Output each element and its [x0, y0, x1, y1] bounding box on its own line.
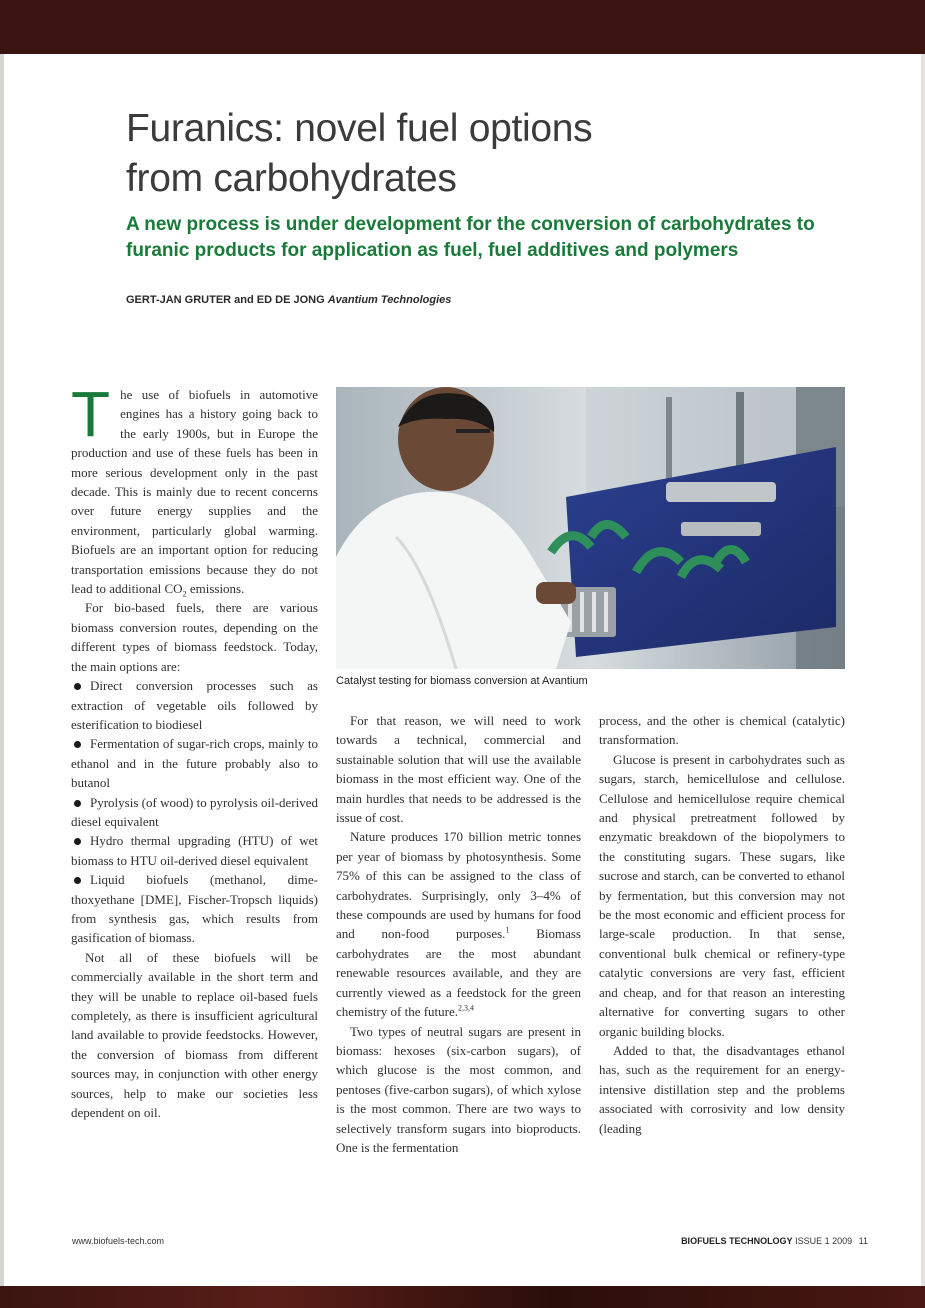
- photo-caption: Catalyst testing for biomass conversion at Avantium: [336, 675, 588, 687]
- bullet-text: Direct conversion processes such as extraction of vegetable oils followed by esterification to biodiesel: [71, 678, 318, 732]
- article-subtitle: [126, 212, 826, 264]
- footer-issue-info: [681, 1236, 868, 1246]
- authors: GERT-JAN GRUTER and ED DE JONG: [126, 294, 325, 306]
- page-edge-right: [921, 54, 925, 1286]
- company: Avantium Technologies: [327, 294, 452, 306]
- bullet-text: Fermentation of sugar-rich crops, mainly to ethanol and in the future probably also to butanol: [71, 736, 318, 791]
- page-number: 11: [858, 1236, 868, 1246]
- bullet-item: [71, 793, 318, 832]
- article-title: [126, 104, 826, 204]
- subtitle-line-2: furanic products for application as fuel, fuel additives and polymers: [126, 240, 739, 261]
- bullet-text: Pyrolysis (of wood) to pyrolysis oil-derived diesel equivalent: [71, 794, 318, 829]
- bullet-text: Hydro thermal upgrading (HTU) of wet biomass to HTU oil-derived diesel equivalent: [71, 833, 318, 868]
- paragraph: Not all of these biofuels will be commercially available in the short term and they will be unable to replace oil-based fuels completely, as there is insufficient agricultural land available to provide feedstocks. However, the conversion of biomass from different sources may, in conjunction with other energy sources, help to make our societies less dependent on oil.: [71, 949, 318, 1121]
- lab-photo: [336, 387, 845, 669]
- paragraph: For bio-based fuels, there are various biomass conversion routes, depending on the different types of biomass feedstock. Today, the main options are:: [71, 600, 318, 674]
- bullet-icon: [74, 838, 81, 845]
- paragraph-text: Nature produces 170 billion metric tonnes per year of biomass by photosynthesis. Some 75% of this can be assigned to the class of carbohydrates. Surprisingly, only 3–4% of these compounds are used by humans for food and non-food purposes.: [336, 829, 581, 942]
- bullet-icon: [74, 683, 81, 690]
- issue-label: ISSUE 1 2009: [795, 1236, 853, 1246]
- paragraph: Added to that, the disadvantages ethanol has, such as the requirement for an energy-intensive distillation step and the problems associated with corrosivity and low density (leading: [599, 1042, 845, 1136]
- reference-marker: 2,3,4: [458, 1003, 475, 1013]
- subtitle-line-1: A new process is under development for the conversion of carbohydrates to: [126, 214, 815, 235]
- column-2: [336, 711, 581, 1157]
- page-edge-left: [0, 54, 4, 1286]
- byline: [126, 294, 726, 306]
- bullet-text: Liquid biofuels (methanol, dime-thoxyethane [DME], Fischer-Tropsch liquids) from synthesis gas, which results from gasification of biomass.: [71, 872, 318, 946]
- paragraph: Glucose is present in carbohydrates such as sugars, starch, hemicellulose and cellulose. Cellulose and hemicellulose require chemical and physical pretreatment followed by enzymatic breakdown of the biopolymers to the constituting sugars. These sugars, like sucrose and starch, can be converted to ethanol by fermentation, but this conversion may not be the most economic and efficient process for large-scale production. In that sense, conventional bulk chemical or refinery-type catalytic conversions are very fast, efficient and cheap, and for that reason an interesting alternative for converting sugars to other organic building blocks.: [599, 751, 845, 1039]
- column-3: [599, 711, 845, 1138]
- intro-paragraph: [71, 378, 318, 599]
- title-line-2: from carbohydrates: [126, 157, 457, 200]
- co2-subscript: 2: [182, 589, 187, 599]
- magazine-name: BIOFUELS TECHNOLOGY: [681, 1236, 793, 1246]
- bottom-scan-band: [0, 1286, 925, 1308]
- bullet-item: [71, 870, 318, 948]
- title-line-1: Furanics: novel fuel options: [126, 107, 593, 150]
- bullet-item: [71, 676, 318, 734]
- bullet-item: [71, 734, 318, 792]
- bullet-icon: [74, 877, 81, 884]
- column-1: [71, 378, 318, 1122]
- lab-photo-icon: [336, 387, 845, 669]
- co2-c: CO: [164, 581, 183, 597]
- intro-text: he use of biofuels in automotive engines has a history going back to the early 1900s, but in Europe the production and use of these fuels has been in more serious development only in the past decade. This is mainly due to recent concerns over future energy supplies and the environment, particularly global warming. Biofuels are an important option for reducing transportation emissions because they do not lead to additional: [71, 387, 318, 597]
- paragraph-text: Biomass carbohydrates are the most abundant renewable resources available, and they are currently viewed as a feedstock for the green chemistry of the future.: [336, 926, 581, 1020]
- bullet-icon: [74, 741, 81, 748]
- top-scan-band: [0, 0, 925, 54]
- paragraph: Two types of neutral sugars are present in biomass: hexoses (six-carbon sugars), of which glucose is the most common, and pentoses (five-carbon sugars), of which xylose is the most common. There are two ways to selectively transform sugars into bioproducts. One is the fermentation: [336, 1023, 581, 1155]
- bullet-icon: [74, 800, 81, 807]
- footer-url: www.biofuels-tech.com: [72, 1236, 165, 1246]
- drop-cap: T: [71, 378, 111, 450]
- paragraph: For that reason, we will need to work towards a technical, commercial and sustainable solution that will use the available biomass in the most efficient way. One of the main hurdles that needs to be addressed is the issue of cost.: [336, 713, 581, 826]
- bullet-item: [71, 831, 318, 870]
- paragraph: process, and the other is chemical (catalytic) transformation.: [599, 713, 845, 748]
- reference-marker: 1: [505, 926, 510, 936]
- co2-tail: emissions.: [186, 581, 245, 597]
- paragraph: [336, 827, 581, 1021]
